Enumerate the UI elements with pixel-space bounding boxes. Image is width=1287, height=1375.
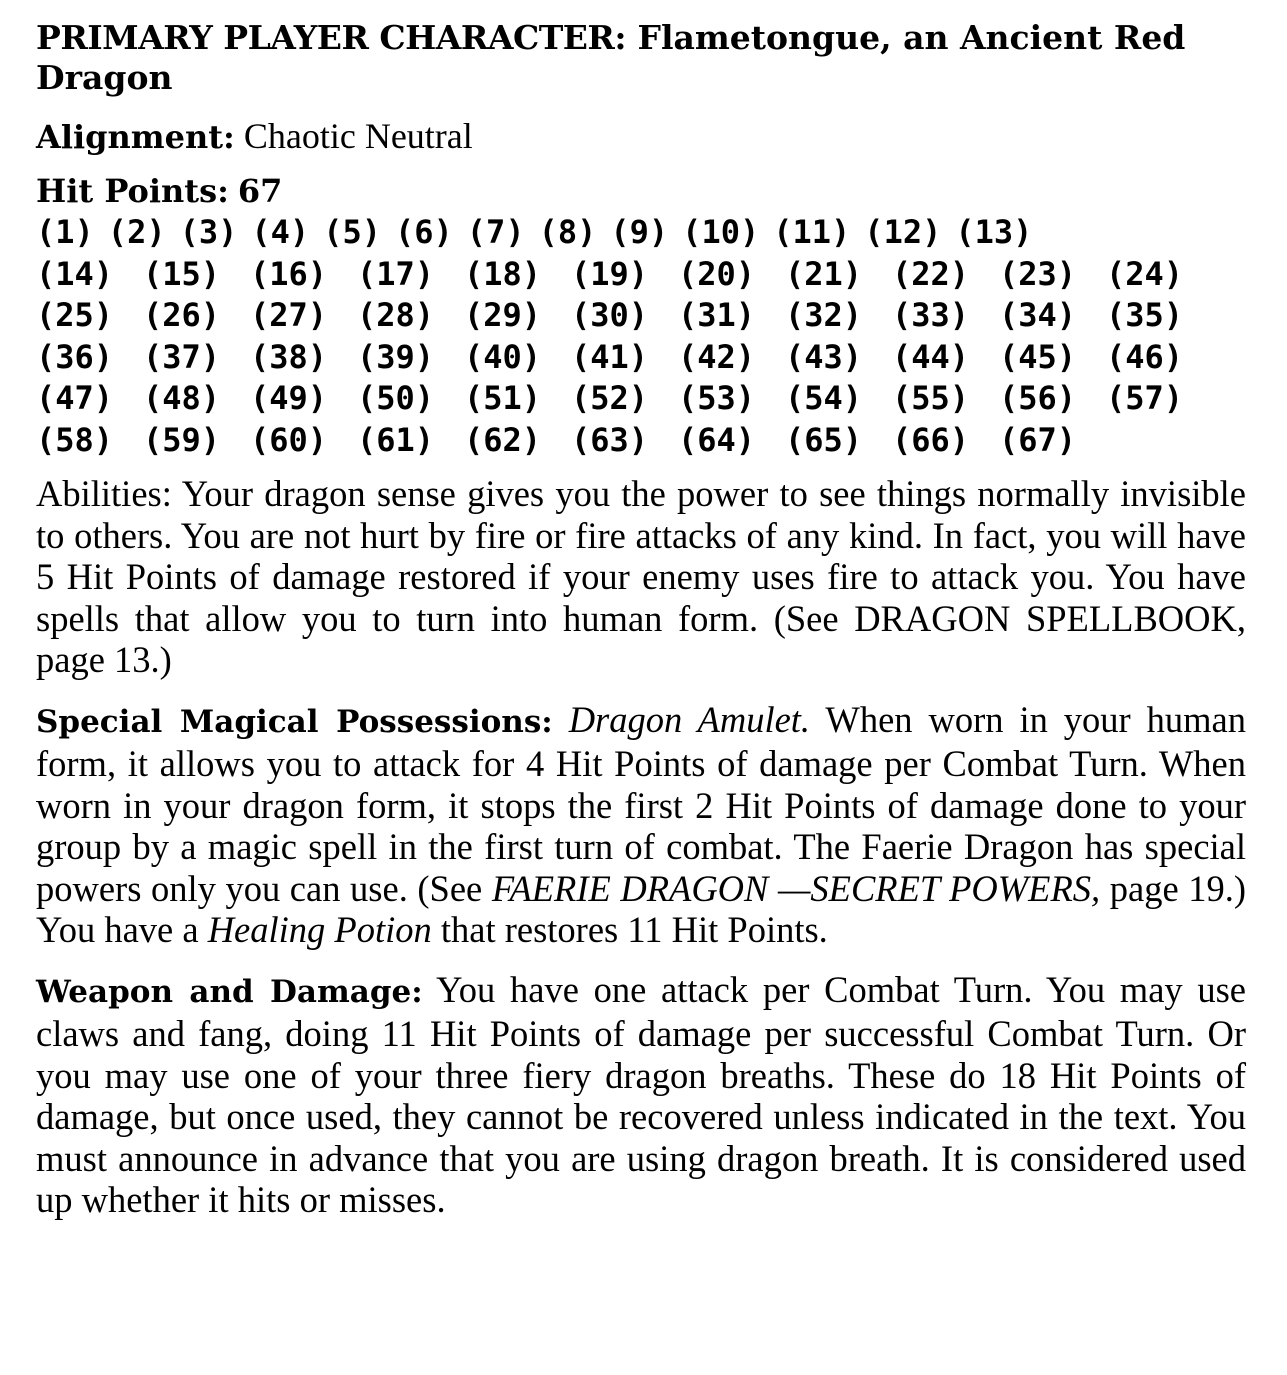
hit-point-box[interactable]: (15) <box>143 254 221 293</box>
hit-point-box[interactable]: (52) <box>571 379 649 417</box>
hit-point-box[interactable]: (36) <box>36 337 114 376</box>
hit-point-box[interactable]: (44) <box>892 337 970 376</box>
hit-point-box[interactable]: (8) <box>538 213 597 251</box>
character-sheet <box>36 18 1246 1239</box>
hit-points-label: Hit Points: <box>36 172 229 210</box>
possessions-paragraph <box>36 699 1246 951</box>
hit-point-box[interactable]: (45) <box>999 337 1077 376</box>
hit-point-box[interactable]: (30) <box>571 296 649 334</box>
hit-point-box[interactable]: (67) <box>999 420 1077 459</box>
hit-point-box[interactable]: (11) <box>773 213 851 251</box>
hit-point-box[interactable]: (2) <box>107 213 166 251</box>
hit-point-box[interactable]: (35) <box>1106 296 1184 334</box>
possessions-text-3: that restores 11 Hit Points. <box>440 909 828 950</box>
hit-point-box[interactable]: (4) <box>251 213 310 251</box>
hit-point-box[interactable]: (50) <box>357 379 435 417</box>
hit-point-box[interactable]: (7) <box>466 213 525 251</box>
hit-point-box[interactable]: (23) <box>999 254 1077 293</box>
hit-point-box[interactable]: (60) <box>250 420 328 459</box>
hit-point-box[interactable]: (63) <box>571 420 649 459</box>
hit-point-box[interactable]: (56) <box>999 379 1077 417</box>
title-label: PRIMARY PLAYER CHARACTER: <box>36 18 627 57</box>
weapon-text: You have one attack per Combat Turn. You may use claws and fang, doing 11 Hit Points of damage per successful Combat Turn. Or you may use one of your three fiery dragon breaths. These do 18 Hit Points of damage, but once used, they cannot be recovered unless indicated in the text. You must announce in advance that you are using dragon breath. It is considered used up whether it hits or misses. <box>36 968 1247 1220</box>
hit-point-box[interactable]: (25) <box>36 296 114 334</box>
hit-point-box[interactable]: (12) <box>864 213 942 251</box>
hit-point-box[interactable]: (38) <box>250 337 328 376</box>
weapon-label: Weapon and Damage: <box>36 973 423 1010</box>
hit-point-box[interactable]: (49) <box>250 379 328 417</box>
hit-point-box[interactable]: (42) <box>678 337 756 376</box>
hit-point-box[interactable]: (19) <box>571 254 649 293</box>
hit-points-value: 67 <box>237 172 283 210</box>
hit-point-box[interactable]: (53) <box>678 379 756 417</box>
hit-point-box[interactable]: (66) <box>892 420 970 459</box>
hit-point-box[interactable]: (61) <box>357 420 435 459</box>
hit-point-box[interactable]: (37) <box>143 337 221 376</box>
alignment-value: Chaotic Neutral <box>243 116 473 156</box>
hit-point-box[interactable]: (6) <box>394 213 453 251</box>
hit-point-box[interactable]: (64) <box>678 420 756 459</box>
hit-point-box[interactable]: (41) <box>571 337 649 376</box>
hit-point-box[interactable]: (32) <box>785 296 863 334</box>
weapon-paragraph <box>36 969 1246 1221</box>
hit-point-box[interactable]: (27) <box>250 296 328 334</box>
hit-point-box[interactable]: (9) <box>610 213 669 251</box>
hit-point-box[interactable]: (62) <box>464 420 542 459</box>
hit-point-box[interactable]: (54) <box>785 379 863 417</box>
faerie-dragon-reference: FAERIE DRAGON —SECRET POWERS, <box>491 867 1101 909</box>
dragon-amulet: Dragon Amulet. <box>568 698 811 740</box>
hit-points-field <box>36 170 1246 212</box>
hit-point-box[interactable]: (46) <box>1106 337 1184 376</box>
hit-point-box[interactable]: (1) <box>36 213 94 251</box>
hit-point-box[interactable]: (22) <box>892 254 970 293</box>
character-name: Flametongue, an Ancient Red Dragon <box>36 18 1186 97</box>
hit-point-box[interactable]: (39) <box>357 337 435 376</box>
hit-point-box[interactable]: (10) <box>682 213 760 251</box>
hit-point-box[interactable]: (24) <box>1106 254 1184 293</box>
hit-point-box[interactable]: (43) <box>785 337 863 376</box>
possessions-label: Special Magical Possessions: <box>36 703 553 740</box>
hit-point-box[interactable]: (20) <box>678 254 756 293</box>
alignment-label: Alignment: <box>36 118 235 156</box>
hit-point-boxes <box>36 254 1246 462</box>
hit-point-box[interactable]: (48) <box>143 379 221 417</box>
hit-point-box[interactable]: (13) <box>955 213 1033 251</box>
hit-point-box[interactable]: (59) <box>143 420 221 459</box>
hit-point-box[interactable]: (40) <box>464 337 542 376</box>
healing-potion: Healing Potion <box>207 909 432 950</box>
hit-point-box[interactable]: (47) <box>36 379 114 417</box>
hit-point-box[interactable]: (28) <box>357 296 435 334</box>
hit-point-box[interactable]: (33) <box>892 296 970 334</box>
possessions-text-2: page 19.) You have a <box>36 867 1247 950</box>
hit-point-box[interactable]: (5) <box>323 213 381 251</box>
hit-point-box[interactable]: (26) <box>143 296 221 334</box>
hit-point-box[interactable]: (58) <box>36 420 114 459</box>
hit-point-box[interactable]: (3) <box>179 213 238 251</box>
hit-point-box[interactable]: (65) <box>785 420 863 459</box>
hit-point-box[interactable]: (18) <box>464 254 542 293</box>
hit-point-box[interactable]: (57) <box>1106 379 1184 417</box>
hit-point-box[interactable]: (14) <box>36 254 114 293</box>
hit-point-box[interactable]: (34) <box>999 296 1077 334</box>
hit-point-box[interactable]: (21) <box>785 254 863 293</box>
hit-point-box[interactable]: (17) <box>357 254 435 293</box>
alignment-field <box>36 116 1246 158</box>
hit-point-boxes-row-1 <box>36 212 1246 254</box>
hit-point-box[interactable]: (31) <box>678 296 756 334</box>
possessions-text-1: When worn in your human form, it allows you to attack for 4 Hit Points of damage per Combat Turn. When worn in your dragon form, it stops the first 2 Hit Points of damage done to your group by a magic spell in the first turn of combat. The Faerie Dragon has special powers only you can use. (See <box>36 698 1247 909</box>
hit-point-box[interactable]: (29) <box>464 296 542 334</box>
abilities-paragraph: Abilities: Your dragon sense gives you the power to see things normally invisible to others. You are not hurt by fire or fire attacks of any kind. In fact, you will have 5 Hit Points of damage restored if your enemy uses fire to attack you. You have spells that allow you to turn into human form. (See DRAGON SPELLBOOK, page 13.) <box>36 473 1246 680</box>
character-title <box>36 18 1246 98</box>
hit-point-box[interactable]: (16) <box>250 254 328 293</box>
hit-point-box[interactable]: (51) <box>464 379 542 417</box>
hit-point-box[interactable]: (55) <box>892 379 970 417</box>
